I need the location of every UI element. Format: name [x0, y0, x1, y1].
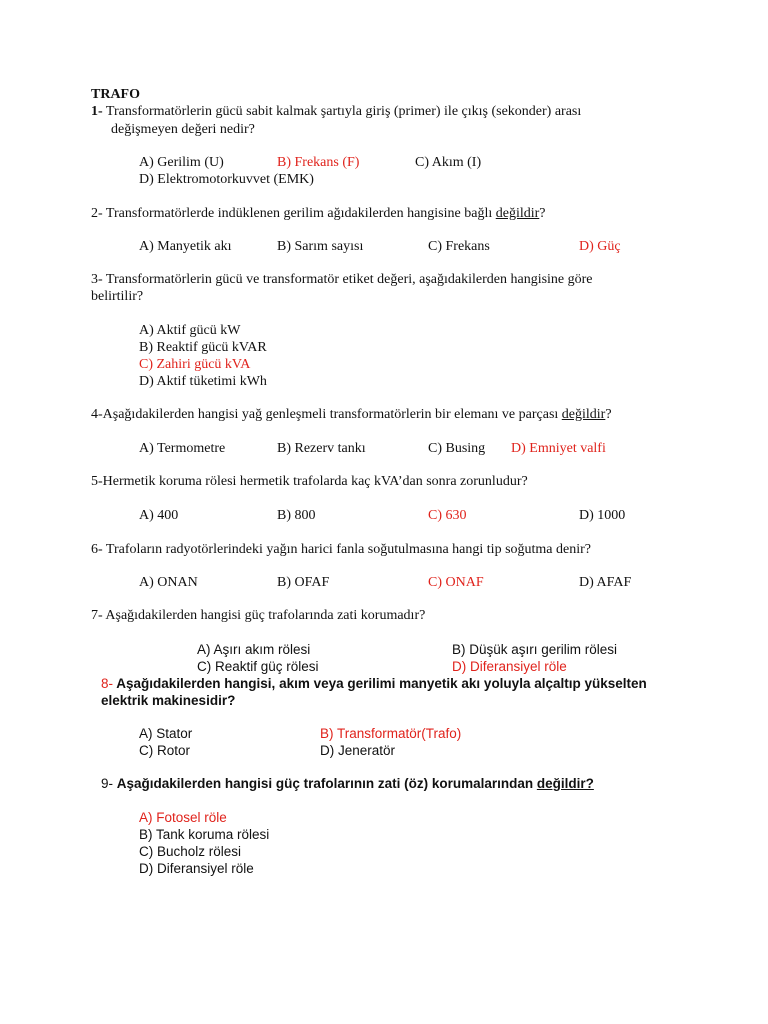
question-6-stem: 6- Trafoların radyotörlerindeki yağın harici fanla soğutulmasına hangi tip soğutma denir?: [91, 542, 591, 557]
question-1-option-b-correct: B) Frekans (F): [277, 155, 360, 170]
question-2-stem: [91, 205, 546, 222]
question-7-option-b: B) Düşük aşırı gerilim rölesi: [452, 642, 618, 657]
question-1-option-c: C) Akım (I): [415, 155, 482, 170]
question-3-line2: belirtilir?: [91, 289, 144, 304]
question-9-option-b: B) Tank koruma rölesi: [139, 827, 270, 842]
question-7-option-a: A) Aşırı akım rölesi: [197, 642, 311, 657]
question-2-option-a: A) Manyetik akı: [139, 239, 232, 254]
question-6-option-c-correct: C) ONAF: [428, 575, 484, 590]
question-4-option-b: B) Rezerv tankı: [277, 441, 366, 456]
question-8-option-b-correct: B) Transformatör(Trafo): [320, 726, 462, 741]
question-8-option-a: A) Stator: [139, 726, 193, 741]
question-8-number: 8-: [101, 676, 114, 691]
question-8-line1: Aşağıdakilerden hangisi, akım veya gerilimi manyetik akı yoluyla alçaltıp yükselten: [116, 676, 647, 691]
question-4-option-a: A) Termometre: [139, 441, 226, 456]
question-4-stem: [91, 406, 612, 423]
question-9-option-c: C) Bucholz rölesi: [139, 844, 242, 859]
question-6-option-a: A) ONAN: [139, 575, 198, 590]
question-6-option-b: B) OFAF: [277, 575, 330, 590]
question-1-option-a: A) Gerilim (U): [139, 155, 224, 170]
question-1-line2: değişmeyen değeri nedir?: [111, 122, 255, 137]
question-9-number: 9-: [101, 776, 114, 791]
question-9-option-d: D) Diferansiyel röle: [139, 861, 254, 876]
question-4-negation: değildir: [561, 407, 606, 422]
question-3-option-a: A) Aktif gücü kW: [139, 323, 241, 338]
question-5-option-b: B) 800: [277, 508, 316, 523]
question-2-option-b: B) Sarım sayısı: [277, 239, 364, 254]
question-8-option-c: C) Rotor: [139, 743, 191, 758]
question-1-number: 1-: [91, 104, 103, 119]
question-2-mark: ?: [539, 206, 546, 221]
question-3-option-c-correct: C) Zahiri gücü kVA: [139, 357, 251, 372]
question-4-option-d-correct: D) Emniyet valfi: [511, 441, 606, 456]
question-9-negation: değildir?: [536, 776, 594, 791]
question-3-option-b: B) Reaktif gücü kVAR: [139, 340, 267, 355]
question-2-option-d-correct: D) Güç: [579, 239, 621, 254]
question-9-stem: [101, 775, 594, 792]
question-8-option-d: D) Jeneratör: [320, 743, 396, 758]
question-4-text: 4-Aşağıdakilerden hangisi yağ genleşmeli transformatörlerin bir elemanı ve parçası: [91, 407, 562, 422]
question-3-line1: 3- Transformatörlerin gücü ve transformatör etiket değeri, aşağıdakilerden hangisine göre: [91, 272, 593, 287]
question-5-option-a: A) 400: [139, 508, 179, 523]
question-4-mark: ?: [605, 407, 612, 422]
question-7-option-d-correct: D) Diferansiyel röle: [452, 659, 567, 674]
question-9-text: Aşağıdakilerden hangisi güç trafolarının zati (öz) korumalarından: [116, 776, 537, 791]
question-6-option-d: D) AFAF: [579, 575, 632, 590]
question-1-option-d: D) Elektromotorkuvvet (EMK): [139, 172, 314, 187]
question-3-option-d: D) Aktif tüketimi kWh: [139, 374, 267, 389]
question-5-option-c-correct: C) 630: [428, 508, 467, 523]
question-2-option-c: C) Frekans: [428, 239, 490, 254]
question-4-option-c: C) Busing: [428, 441, 486, 456]
question-5-stem: 5-Hermetik koruma rölesi hermetik trafolarda kaç kVA’dan sonra zorunludur?: [91, 474, 528, 489]
question-1-line1: Transformatörlerin gücü sabit kalmak şartıyla giriş (primer) ile çıkış (sekonder) arası: [105, 104, 582, 119]
question-8-line2: elektrik makinesidir?: [101, 693, 236, 708]
question-7-option-c: C) Reaktif güç rölesi: [197, 659, 319, 674]
question-5-option-d: D) 1000: [579, 508, 626, 523]
question-8-stem: [101, 675, 647, 692]
question-1-stem: [91, 103, 581, 120]
document-title: TRAFO: [91, 87, 140, 102]
question-2-text: 2- Transformatörlerde indüklenen gerilim ağıdakilerden hangisine bağlı: [91, 206, 496, 221]
question-2-negation: değildir: [495, 206, 540, 221]
question-7-stem: 7- Aşağıdakilerden hangisi güç trafolarında zati korumadır?: [91, 608, 426, 623]
question-9-option-a-correct: A) Fotosel röle: [139, 810, 227, 825]
